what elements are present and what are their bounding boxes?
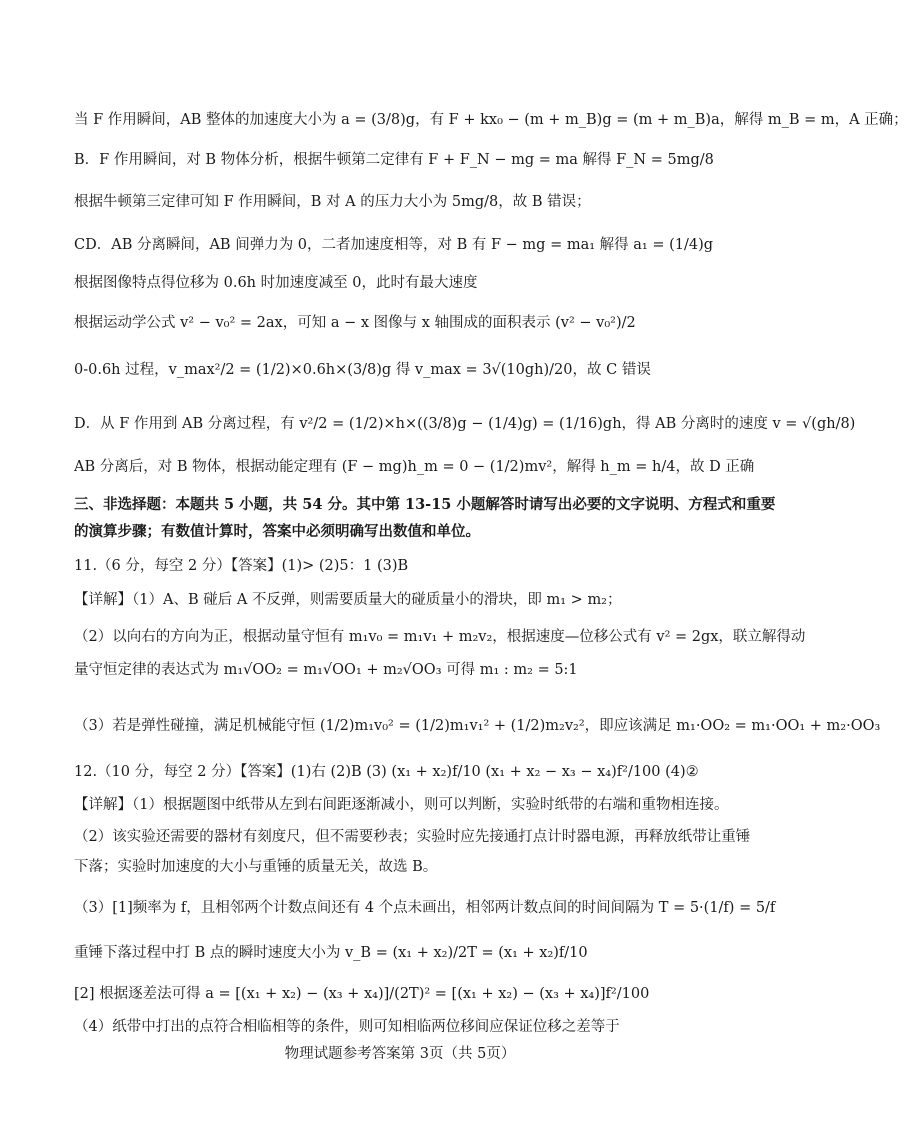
text-line: （3）若是弹性碰撞，满足机械能守恒 (1/2)m₁v₀² = (1/2)m₁v₁² + (1/2)m₂v₂²，即应该满足 m₁·OO₂ = m₁·OO₁ + m₂·OO₃ [74, 718, 881, 734]
text-line: 根据图像特点得位移为 0.6h 时加速度减至 0，此时有最大速度 [74, 275, 478, 291]
text-line: AB 分离后，对 B 物体，根据动能定理有 (F − mg)h_m = 0 − (1/2)mv²，解得 h_m = h/4，故 D 正确 [74, 459, 755, 475]
text-line: 【详解】（1）根据题图中纸带从左到右间距逐渐减小，则可以判断，实验时纸带的右端和重物相连接。 [74, 797, 729, 813]
page-footer: 物理试题参考答案第 3页（共 5页） [284, 1046, 516, 1062]
text-line: 0-0.6h 过程，v_max²/2 = (1/2)×0.6h×(3/8)g 得 v_max = 3√(10gh)/20，故 C 错误 [74, 362, 651, 378]
text-line: 下落；实验时加速度的大小与重锤的质量无关，故选 B。 [74, 859, 438, 875]
text-line: 根据运动学公式 v² − v₀² = 2ax，可知 a − x 图像与 x 轴围成的面积表示 (v² − v₀²)/2 [74, 315, 636, 331]
text-line: 量守恒定律的表达式为 m₁√OO₂ = m₁√OO₁ + m₂√OO₃ 可得 m₁ : m₂ = 5:1 [74, 662, 578, 678]
text-line: 根据牛顿第三定律可知 F 作用瞬间，B 对 A 的压力大小为 5mg/8，故 B 错误； [74, 194, 591, 210]
text-line: D．从 F 作用到 AB 分离过程，有 v²/2 = (1/2)×h×((3/8)g − (1/4)g) = (1/16)gh，得 AB 分离时的速度 v = √(gh/8) [74, 416, 856, 432]
text-line: B．F 作用瞬间，对 B 物体分析，根据牛顿第二定律有 F + F_N − mg = ma 解得 F_N = 5mg/8 [74, 152, 714, 168]
text-line: CD．AB 分离瞬间，AB 间弹力为 0，二者加速度相等，对 B 有 F − mg = ma₁ 解得 a₁ = (1/4)g [74, 237, 714, 253]
text-line: （3）[1]频率为 f，且相邻两个计数点间还有 4 个点未画出，相邻两计数点间的时间间隔为 T = 5·(1/f) = 5/f [74, 900, 776, 916]
text-line: （2）以向右的方向为正，根据动量守恒有 m₁v₀ = m₁v₁ + m₂v₂，根据速度—位移公式有 v² = 2gx，联立解得动 [74, 629, 806, 645]
text-line: 重锤下落过程中打 B 点的瞬时速度大小为 v_B = (x₁ + x₂)/2T = (x₁ + x₂)f/10 [74, 945, 588, 961]
text-line: （2）该实验还需要的器材有刻度尺，但不需要秒表；实验时应先接通打点计时器电源，再释放纸带让重锤 [74, 829, 751, 845]
text-line: 【详解】（1）A、B 碰后 A 不反弹，则需要质量大的碰质量小的滑块，即 m₁ > m₂； [74, 592, 622, 608]
text-line: 当 F 作用瞬间，AB 整体的加速度大小为 a = (3/8)g，有 F + kx₀ − (m + m_B)g = (m + m_B)a，解得 m_B = m，A 正确； [74, 112, 908, 128]
question-answer: 11.（6 分，每空 2 分）【答案】(1)> (2)5：1 (3)B [74, 558, 409, 574]
text-line: [2] 根据逐差法可得 a = [(x₁ + x₂) − (x₃ + x₄)]/(2T)² = [(x₁ + x₂) − (x₃ + x₄)]f²/100 [74, 986, 650, 1002]
section-heading: 三、非选择题：本题共 5 小题，共 54 分。其中第 13-15 小题解答时请写出必要的文字说明、方程式和重要 [74, 496, 776, 513]
section-heading: 的演算步骤；有数值计算时，答案中必须明确写出数值和单位。 [74, 523, 480, 540]
text-line: （4）纸带中打出的点符合相临相等的条件，则可知相临两位移间应保证位移之差等于 [74, 1019, 620, 1035]
question-answer: 12.（10 分，每空 2 分）【答案】(1)右 (2)B (3) (x₁ + x₂)f/10 (x₁ + x₂ − x₃ − x₄)f²/100 (4)② [74, 764, 699, 780]
